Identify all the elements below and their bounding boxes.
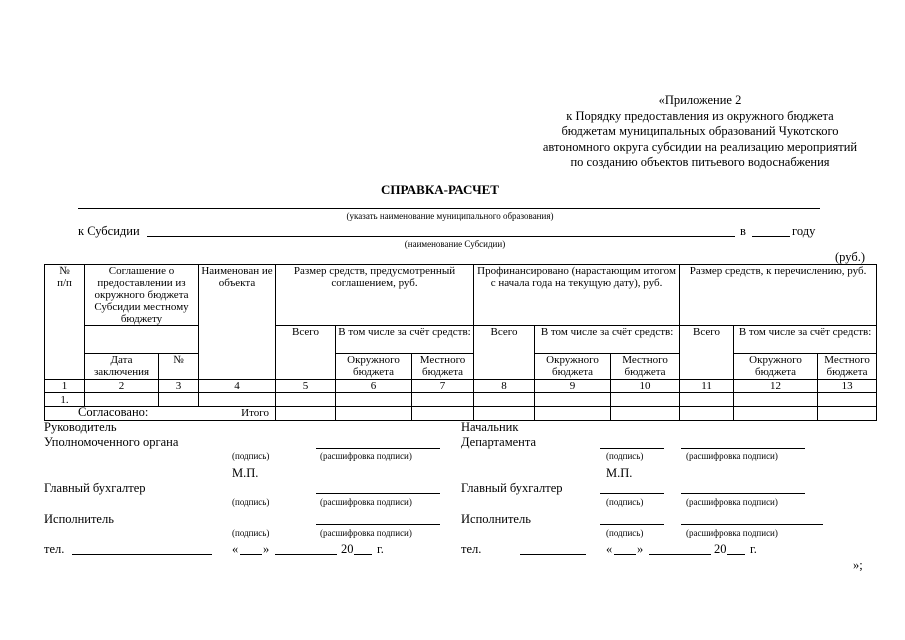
right-head-1: Начальник bbox=[461, 420, 519, 434]
header-size-okr: Окружного бюджета bbox=[336, 354, 412, 380]
year-word: году bbox=[792, 224, 816, 238]
decode-hint: (расшифровка подписи) bbox=[320, 451, 412, 461]
header-agreement-date: Дата заключения bbox=[85, 354, 159, 380]
column-number: 7 bbox=[412, 380, 474, 393]
header-financed-total: Всего bbox=[474, 326, 535, 380]
column-number: 8 bbox=[474, 380, 535, 393]
left-executor: Исполнитель bbox=[44, 512, 114, 526]
left-phone-line bbox=[72, 554, 212, 555]
header-transfer-total: Всего bbox=[680, 326, 734, 380]
document-title: СПРАВКА-РАСЧЕТ bbox=[381, 182, 499, 197]
subsidy-prefix: к Субсидии bbox=[78, 224, 140, 238]
left-head-signature-line bbox=[316, 448, 440, 449]
header-financed: Профинансировано (нарастающим итогом с начала года на текущую дату), руб. bbox=[474, 265, 680, 326]
right-head-decode-line bbox=[681, 448, 805, 449]
signature-hint: (подпись) bbox=[232, 451, 270, 461]
right-day-line bbox=[614, 554, 636, 555]
annex-line: по созданию объектов питьевого водоснабжения bbox=[570, 155, 830, 169]
left-year-suffix: г. bbox=[377, 542, 384, 556]
header-agreement-no: № bbox=[159, 354, 199, 380]
subsidy-hint: (наименование Субсидии) bbox=[404, 239, 506, 249]
signature-hint: (подпись) bbox=[606, 497, 644, 507]
right-phone-line bbox=[520, 554, 586, 555]
total-row bbox=[45, 407, 877, 421]
left-head-2: Уполномоченного органа bbox=[44, 435, 179, 449]
decode-hint: (расшифровка подписи) bbox=[686, 528, 778, 538]
left-year-prefix: 20 bbox=[341, 542, 354, 556]
column-number-row bbox=[45, 380, 877, 393]
municipality-hint: (указать наименование муниципального образования) bbox=[346, 211, 554, 221]
left-month-line bbox=[275, 554, 337, 555]
header-transfer-incl: В том числе за счёт средств: bbox=[734, 326, 877, 354]
column-number: 6 bbox=[336, 380, 412, 393]
left-date-close: » bbox=[263, 542, 270, 556]
header-size-mest: Местного бюджета bbox=[412, 354, 474, 380]
left-executor-line bbox=[316, 524, 440, 525]
header-transfer: Размер средств, к перечислению, руб. bbox=[680, 265, 877, 326]
signature-hint: (подпись) bbox=[606, 451, 644, 461]
row-number: 1. bbox=[45, 393, 85, 407]
column-number: 13 bbox=[818, 380, 877, 393]
header-object: Наименован ие объекта bbox=[199, 265, 276, 380]
signature-hint: (подпись) bbox=[232, 497, 270, 507]
right-chief-accountant: Главный бухгалтер bbox=[461, 481, 563, 495]
seal-right: М.П. bbox=[606, 466, 633, 480]
year-line bbox=[752, 236, 790, 237]
left-phone-label: тел. bbox=[44, 542, 65, 556]
column-number: 2 bbox=[85, 380, 159, 393]
left-day-line bbox=[240, 554, 262, 555]
header-financed-mest: Местного бюджета bbox=[611, 354, 680, 380]
municipality-line bbox=[78, 208, 820, 209]
right-phone-label: тел. bbox=[461, 542, 482, 556]
header-size-incl: В том числе за счёт средств: bbox=[336, 326, 474, 354]
right-month-line bbox=[649, 554, 711, 555]
annex-line: бюджетам муниципальных образований Чукотского bbox=[561, 124, 839, 138]
right-date-close: » bbox=[637, 542, 644, 556]
total-label: Итого bbox=[45, 407, 276, 421]
decode-hint: (расшифровка подписи) bbox=[320, 497, 412, 507]
right-date-open: « bbox=[606, 542, 613, 556]
left-chief-accountant: Главный бухгалтер bbox=[44, 481, 146, 495]
annex-line: «Приложение 2 bbox=[658, 93, 742, 107]
header-transfer-okr: Окружного бюджета bbox=[734, 354, 818, 380]
agreed-label: Согласовано: bbox=[78, 405, 149, 419]
left-date-open: « bbox=[232, 542, 239, 556]
right-executor: Исполнитель bbox=[461, 512, 531, 526]
header-financed-okr: Окружного бюджета bbox=[535, 354, 611, 380]
right-accountant-decode-line bbox=[681, 493, 805, 494]
right-executor-sign-line bbox=[600, 524, 664, 525]
column-number: 5 bbox=[276, 380, 336, 393]
subsidy-name-line bbox=[147, 236, 735, 237]
right-year-suffix: г. bbox=[750, 542, 757, 556]
decode-hint: (расшифровка подписи) bbox=[320, 528, 412, 538]
calculation-table bbox=[44, 264, 877, 421]
signature-hint: (подпись) bbox=[606, 528, 644, 538]
decode-hint: (расшифровка подписи) bbox=[686, 497, 778, 507]
closing-quote: »; bbox=[853, 558, 863, 572]
signature-hint: (подпись) bbox=[232, 528, 270, 538]
seal-left: М.П. bbox=[232, 466, 259, 480]
column-number: 4 bbox=[199, 380, 276, 393]
header-size: Размер средств, предусмотренный соглашением, руб. bbox=[276, 265, 474, 326]
column-number: 3 bbox=[159, 380, 199, 393]
column-number: 12 bbox=[734, 380, 818, 393]
right-head-2: Департамента bbox=[461, 435, 537, 449]
right-executor-decode-line bbox=[681, 524, 823, 525]
right-year-line bbox=[727, 554, 745, 555]
column-number: 10 bbox=[611, 380, 680, 393]
header-transfer-mest: Местного бюджета bbox=[818, 354, 877, 380]
right-year-prefix: 20 bbox=[714, 542, 727, 556]
annex-block bbox=[520, 93, 880, 171]
header-agreement: Соглашение о предоставлении из окружного бюджета Субсидии местному бюджету bbox=[85, 265, 199, 326]
column-number: 1 bbox=[45, 380, 85, 393]
right-head-sign-line bbox=[600, 448, 664, 449]
currency-label: (руб.) bbox=[835, 250, 865, 264]
table-row bbox=[45, 393, 877, 407]
header-num: № п/п bbox=[45, 265, 85, 380]
right-accountant-sign-line bbox=[600, 493, 664, 494]
annex-line: к Порядку предоставления из окружного бюджета bbox=[566, 108, 834, 123]
left-accountant-line bbox=[316, 493, 440, 494]
header-size-total: Всего bbox=[276, 326, 336, 380]
left-year-line bbox=[354, 554, 372, 555]
annex-line: автономного округа субсидии на реализацию мероприятий bbox=[542, 139, 858, 154]
header-financed-incl: В том числе за счёт средств: bbox=[535, 326, 680, 354]
column-number: 11 bbox=[680, 380, 734, 393]
year-in: в bbox=[740, 224, 746, 238]
column-number: 9 bbox=[535, 380, 611, 393]
decode-hint: (расшифровка подписи) bbox=[686, 451, 778, 461]
left-head-1: Руководитель bbox=[44, 420, 117, 434]
